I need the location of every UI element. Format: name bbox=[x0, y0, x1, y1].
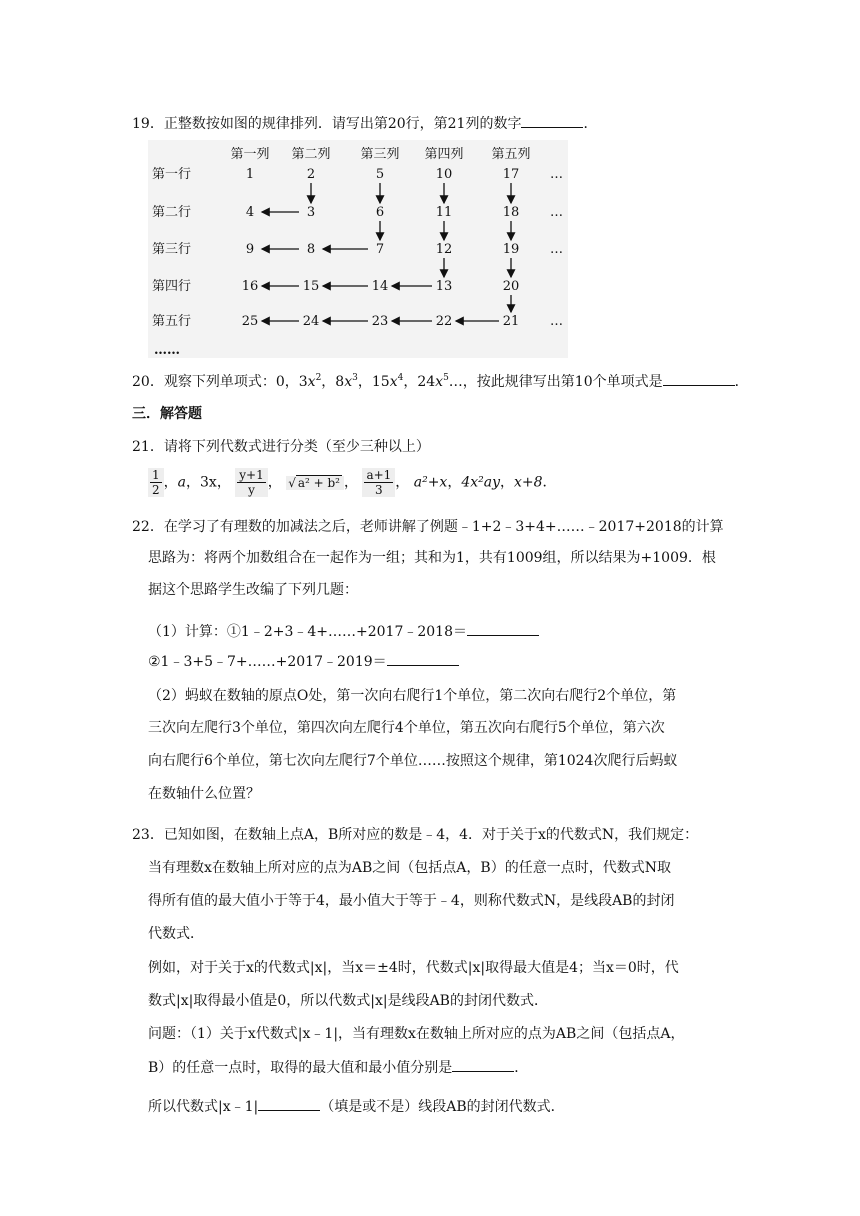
sep: ， bbox=[163, 474, 178, 491]
expr-x-plus-8: x+8 bbox=[514, 474, 543, 491]
radical-sign-icon: √ bbox=[288, 475, 296, 490]
q22-line-8: 向右爬行6个单位，第七次向左爬行7个单位……按照这个规律，第1024次爬行后蚂蚁 bbox=[148, 753, 678, 769]
q20-text-a: 观察下列单项式：0，3 bbox=[163, 374, 308, 390]
column-header-2: 第二列 bbox=[291, 147, 331, 162]
frac2-num: y+1 bbox=[239, 468, 264, 482]
q22-text-1: 在学习了有理数的加减法之后，老师讲解了例题﹣1+2﹣3+4+……﹣2017+2018的计算 bbox=[163, 519, 724, 535]
q22-line-6: （2）蚂蚁在数轴的原点O处，第一次向右爬行1个单位，第二次向右爬行2个单位，第 bbox=[148, 688, 677, 704]
q20-exp-1: 2 bbox=[315, 373, 322, 383]
cell-r3-c5: 19 bbox=[502, 242, 520, 257]
cell-r5-c1: 25 bbox=[241, 314, 259, 329]
q23-line-6: 数式|x|取得最小值是0，所以代数式|x|是线段AB的封闭代数式． bbox=[148, 993, 548, 1009]
q22-answer-blank-1[interactable] bbox=[467, 621, 539, 636]
cell-r4-c2: 15 bbox=[302, 279, 320, 294]
fraction-one-half bbox=[148, 468, 164, 497]
ellipsis-row1: … bbox=[550, 167, 563, 182]
column-header-1: 第一列 bbox=[230, 147, 270, 162]
sep: ， bbox=[500, 474, 514, 491]
q19-line bbox=[132, 113, 597, 134]
sep: ， bbox=[186, 474, 200, 491]
sep: ， bbox=[267, 474, 282, 491]
cell-r5-c2: 24 bbox=[302, 314, 320, 329]
cell-r4-c4: 13 bbox=[435, 279, 453, 294]
q20-exp-4: 5 bbox=[443, 373, 449, 383]
q22-answer-blank-2[interactable] bbox=[387, 651, 459, 666]
q20-line bbox=[132, 371, 749, 392]
q23-text-9b: （填是或不是）线段AB的封闭代数式． bbox=[320, 1099, 565, 1115]
ellipsis-row5: … bbox=[550, 314, 563, 329]
expr-3x: 3x bbox=[200, 474, 217, 491]
q23-text-1: 已知如图，在数轴上点A，B所对应的数是﹣4，4．对于关于x的代数式N，我们规定： bbox=[163, 827, 699, 843]
row-header-1: 第一行 bbox=[152, 167, 192, 182]
expr-a: a bbox=[177, 474, 186, 491]
cell-r2-c1: 4 bbox=[245, 205, 255, 220]
ellipsis-more-rows: …… bbox=[154, 343, 180, 358]
row-header-4: 第四行 bbox=[152, 279, 192, 294]
cell-r2-c4: 11 bbox=[435, 205, 453, 220]
q21-period: ． bbox=[542, 474, 557, 491]
frac1-num: 1 bbox=[152, 468, 160, 482]
q23-line-3: 得所有值的最大值小于等于4，最小值大于等于﹣4，则称代数式N，是线段AB的封闭 bbox=[148, 893, 675, 909]
q22-line-3: 据这个思路学生改编了下列几题： bbox=[148, 582, 358, 598]
q23-line-5: 例如，对于关于x的代数式|x|，当x＝±4时，代数式|x|取得最大值是4；当x＝0时，代 bbox=[148, 960, 679, 976]
q23-answer-blank-2[interactable] bbox=[258, 1096, 320, 1111]
q22-calc-2: ②1﹣3+5﹣7+……+2017﹣2019＝ bbox=[148, 654, 387, 670]
cell-r1-c1: 1 bbox=[245, 167, 255, 182]
cell-r5-c5: 21 bbox=[502, 314, 520, 329]
q20-text-c: ，15 bbox=[357, 374, 390, 390]
section-title: 三．解答题 bbox=[132, 406, 202, 422]
fraction-y-plus-1-over-y bbox=[235, 468, 267, 497]
column-header-3: 第三列 bbox=[360, 147, 400, 162]
q22-line-7: 三次向左爬行3个单位，第四次向左爬行4个单位，第五次向右爬行5个单位，第六次 bbox=[148, 720, 665, 736]
q20-var-1: x bbox=[307, 374, 316, 390]
q23-line-4: 代数式． bbox=[148, 926, 204, 942]
expr-4x2ay: 4x²ay bbox=[461, 474, 500, 491]
sep: ， bbox=[343, 474, 358, 491]
q20-var-3: x bbox=[389, 374, 398, 390]
cell-r3-c3: 7 bbox=[375, 242, 385, 257]
q23-line-9 bbox=[148, 1096, 565, 1117]
q23-line-2: 当有理数x在数轴上所对应的点为AB之间（包括点A，B）的任意一点时，代数式N取 bbox=[148, 860, 671, 876]
cell-r1-c4: 10 bbox=[435, 167, 453, 182]
column-header-5: 第五列 bbox=[491, 147, 531, 162]
q23-number: 23． bbox=[132, 827, 164, 843]
q23-text-8: B）的任意一点时，取得的最大值和最小值分别是 bbox=[148, 1060, 453, 1076]
sep: ， bbox=[395, 474, 410, 491]
q23-line-1 bbox=[132, 825, 698, 845]
ellipsis-row2: … bbox=[550, 205, 563, 220]
q20-text-d: ，24 bbox=[403, 374, 436, 390]
q23-line-8 bbox=[148, 1057, 528, 1078]
q22-calc-1: （1）计算：①1﹣2+3﹣4+……+2017﹣2018＝ bbox=[148, 624, 467, 640]
cell-r5-c4: 22 bbox=[435, 314, 453, 329]
row-header-3: 第三行 bbox=[152, 242, 192, 257]
q23-text-9a: 所以代数式|x﹣1| bbox=[148, 1099, 259, 1115]
q21-number: 21． bbox=[132, 439, 164, 455]
cell-r3-c4: 12 bbox=[435, 242, 453, 257]
q22-line-4 bbox=[148, 621, 539, 642]
q23-answer-blank-1[interactable] bbox=[452, 1057, 514, 1072]
q20-exp-3: 4 bbox=[397, 373, 404, 383]
q21-expressions bbox=[148, 468, 708, 508]
row-header-2: 第二行 bbox=[152, 205, 192, 220]
cell-r1-c3: 5 bbox=[375, 167, 385, 182]
cell-r5-c3: 23 bbox=[371, 314, 389, 329]
cell-r2-c2: 3 bbox=[306, 205, 316, 220]
column-header-4: 第四列 bbox=[424, 147, 464, 162]
cell-r2-c5: 18 bbox=[502, 205, 520, 220]
q19-text: 正整数按如图的规律排列．请写出第20行，第21列的数字 bbox=[163, 116, 522, 132]
sep: ， bbox=[216, 474, 231, 491]
fraction-a-plus-1-over-3 bbox=[362, 468, 395, 497]
q22-line-1 bbox=[132, 517, 724, 537]
cell-r3-c2: 8 bbox=[306, 242, 316, 257]
number-pattern-figure bbox=[148, 140, 568, 358]
frac3-den: 3 bbox=[375, 483, 383, 497]
q22-line-2: 思路为：将两个加数组合在一起作为一组；其和为1，共有1009组，所以结果为+1009．根 bbox=[148, 550, 716, 566]
q20-period: ． bbox=[734, 374, 749, 390]
q23-line-7: 问题：（1）关于x代数式|x﹣1|，当有理数x在数轴上所对应的点为AB之间（包括点A， bbox=[148, 1026, 685, 1042]
expr-a2-plus-x: a²+x bbox=[413, 474, 448, 491]
q21-text: 请将下列代数式进行分类（至少三种以上） bbox=[163, 439, 430, 455]
q19-number: 19． bbox=[132, 116, 164, 132]
q22-line-5 bbox=[148, 651, 459, 672]
q21-line bbox=[132, 437, 430, 457]
q20-var-4: x bbox=[435, 374, 444, 390]
row-header-5: 第五行 bbox=[152, 314, 192, 329]
cell-r1-c2: 2 bbox=[306, 167, 316, 182]
frac1-den: 2 bbox=[152, 483, 160, 497]
q20-answer-blank[interactable] bbox=[663, 371, 735, 386]
sqrt-body: a² + b² bbox=[297, 475, 340, 490]
q20-exp-2: 3 bbox=[352, 373, 358, 383]
cell-r3-c1: 9 bbox=[245, 242, 255, 257]
q20-text-e: …，按此规律写出第10个单项式是 bbox=[448, 374, 663, 390]
q22-line-9: 在数轴什么位置？ bbox=[148, 786, 260, 802]
q20-var-2: x bbox=[344, 374, 353, 390]
cell-r2-c3: 6 bbox=[375, 205, 385, 220]
q23-period: ． bbox=[514, 1060, 529, 1076]
cell-r4-c5: 20 bbox=[502, 279, 520, 294]
ellipsis-row3: … bbox=[550, 242, 563, 257]
q19-period: ． bbox=[583, 116, 598, 132]
cell-r1-c5: 17 bbox=[502, 167, 520, 182]
q19-answer-blank[interactable] bbox=[521, 113, 583, 128]
sqrt-expression bbox=[286, 476, 344, 490]
sep: ， bbox=[447, 474, 462, 491]
frac3-num: a+1 bbox=[366, 468, 392, 482]
cell-r4-c3: 14 bbox=[371, 279, 389, 294]
frac2-den: y bbox=[248, 483, 255, 497]
q20-text-b: ，8 bbox=[321, 374, 345, 390]
q20-number: 20． bbox=[132, 374, 164, 390]
cell-r4-c1: 16 bbox=[241, 279, 259, 294]
q22-number: 22． bbox=[132, 519, 164, 535]
